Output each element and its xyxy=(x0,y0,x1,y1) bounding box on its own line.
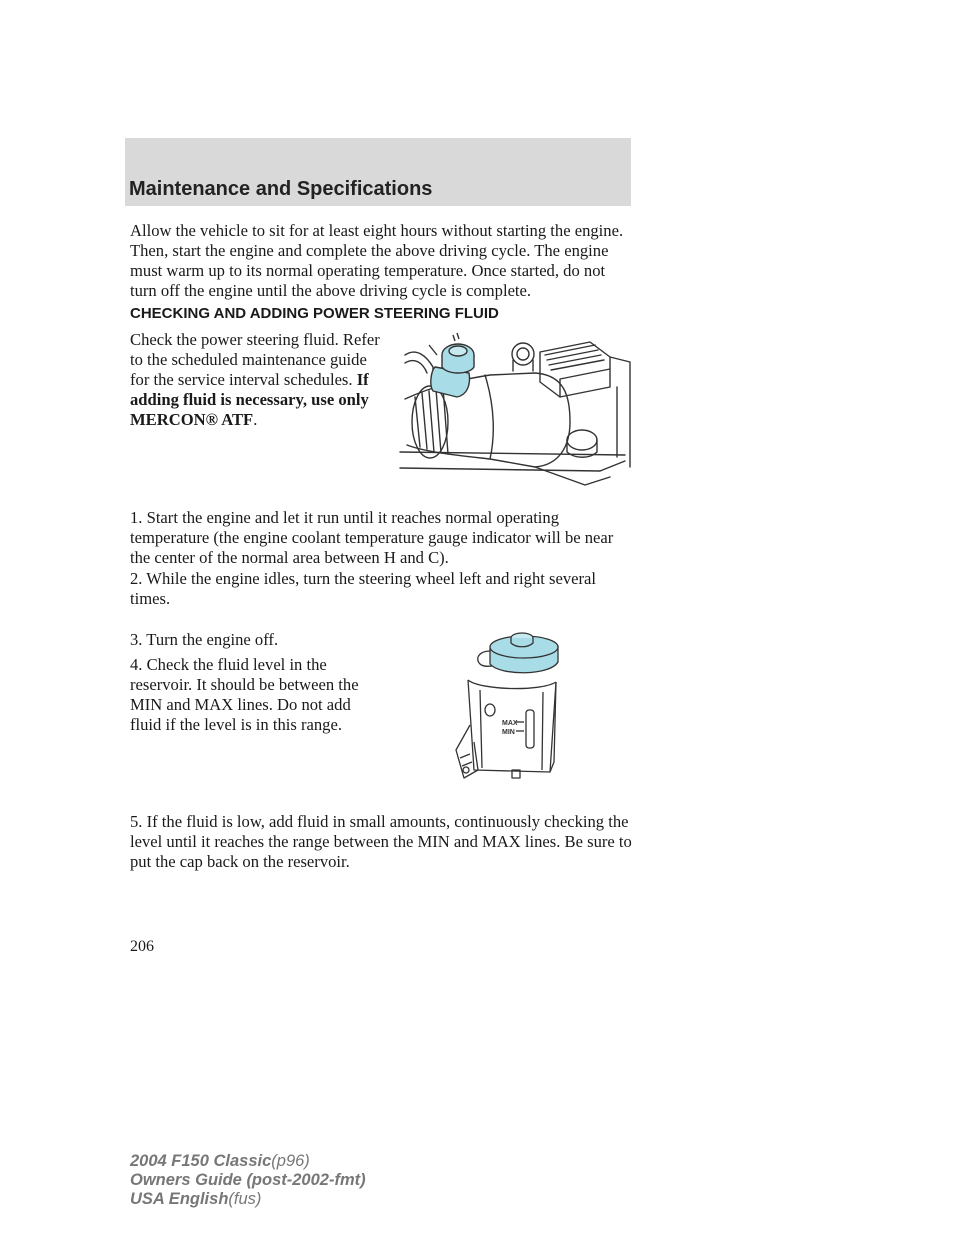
footer-line-2: Owners Guide (post-2002-fmt) xyxy=(130,1171,366,1189)
footer-info xyxy=(130,1152,366,1209)
step-2: 2. While the engine idles, turn the steering wheel left and right several times. xyxy=(130,569,597,608)
footer-model: 2004 F150 Classic xyxy=(130,1152,272,1170)
min-label: MIN xyxy=(502,729,515,736)
step-3: 3. Turn the engine off. xyxy=(130,630,279,649)
step-4: 4. Check the fluid level in the reservoir. It should be between the MIN and MAX lines. Do not add fluid if the level is in this range. xyxy=(130,655,359,734)
check-paragraph xyxy=(130,330,382,430)
footer-line-3 xyxy=(130,1190,366,1209)
reservoir-illustration xyxy=(450,630,565,785)
check-warning: If adding fluid is necessary, use only MERCON® ATF xyxy=(130,370,369,429)
step-5: 5. If the fluid is low, add fluid in small amounts, continuously checking the level until it reaches the range between the MIN and MAX lines. Be sure to put the cap back on the reservoir. xyxy=(130,812,632,871)
footer-language-code: (fus) xyxy=(228,1190,262,1208)
footer-model-code: (p96) xyxy=(271,1152,310,1170)
check-text: Check the power steering fluid. Refer to the scheduled maintenance guide for the service interval schedules. xyxy=(130,330,380,389)
footer-language: USA English xyxy=(130,1190,229,1208)
engine-compartment-illustration xyxy=(395,327,635,489)
check-end: . xyxy=(253,410,258,429)
max-label: MAX xyxy=(502,720,518,727)
intro-paragraph: Allow the vehicle to sit for at least eight hours without starting the engine. Then, start the engine and complete the above driving cycle. The engine must warm up to its normal operating temperature. Once started, do not turn off the engine until the above driving cycle is complete. xyxy=(130,221,624,300)
page-number: 206 xyxy=(130,938,154,955)
section-title: Maintenance and Specifications xyxy=(129,178,433,200)
section-heading: CHECKING AND ADDING POWER STEERING FLUID xyxy=(130,305,499,322)
footer-line-1 xyxy=(130,1152,366,1171)
step-1: 1. Start the engine and let it run until it reaches normal operating temperature (the engine coolant temperature gauge indicator will be near the center of the normal area between H and C). xyxy=(130,508,614,567)
